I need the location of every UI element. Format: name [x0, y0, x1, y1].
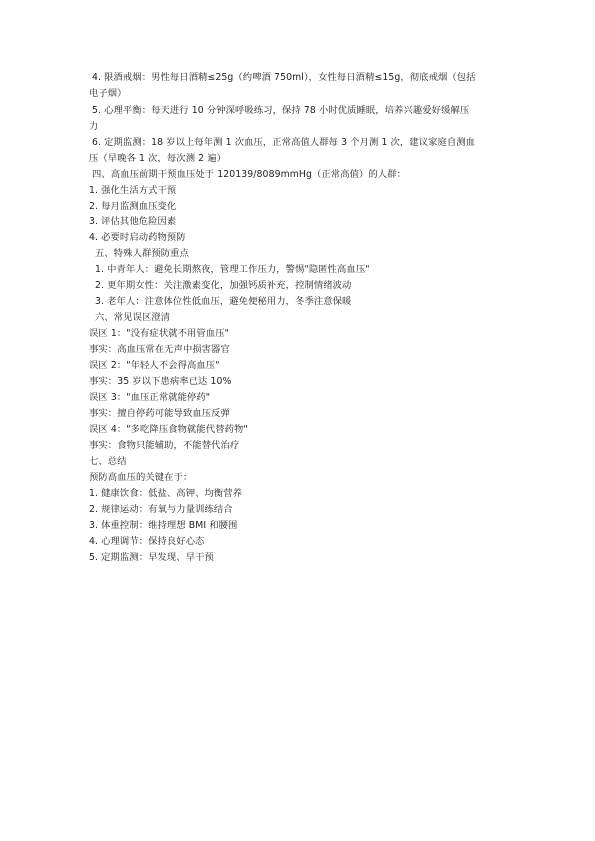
section-heading-prehypertension: 四、高血压前期干预血压处于 120139/8089mmHg（正常高值）的人群： — [92, 169, 406, 180]
list-item: 1. 中青年人：避免长期熬夜，管理工作压力，警惕"隐匿性高血压" — [95, 264, 370, 275]
list-item-continuation: 力 — [89, 121, 99, 132]
list-item: 3. 老年人：注意体位性低血压，避免便秘用力，冬季注意保暖 — [95, 296, 352, 307]
list-item-limit-alcohol-smoking: 4. 限酒戒烟：男性每日酒精≤25g（约啤酒 750ml），女性每日酒精≤15g，彻底戒烟（包括 — [92, 72, 476, 83]
list-item-regular-monitoring: 6. 定期监测：18 岁以上每年测 1 次血压，正常高值人群每 3 个月测 1 次，建议家庭自测血 — [92, 137, 476, 148]
section-heading-summary: 七、总结 — [89, 456, 127, 467]
misconception-line: 误区 4："多吃降压食物就能代替药物" — [89, 424, 248, 435]
list-item-mental-balance: 5. 心理平衡：每天进行 10 分钟深呼吸练习，保持 78 小时优质睡眠，培养兴趣爱好缓解压 — [92, 105, 470, 116]
list-item: 4. 必要时启动药物预防 — [89, 232, 186, 243]
misconception-line: 误区 3："血压正常就能停药" — [89, 392, 211, 403]
list-item: 2. 更年期女性：关注激素变化，加强钙质补充，控制情绪波动 — [95, 280, 352, 291]
section-heading-special-groups: 五、特殊人群预防重点 — [95, 248, 189, 259]
list-item: 1. 健康饮食：低盐、高钾、均衡营养 — [89, 488, 243, 499]
summary-intro: 预防高血压的关键在于： — [89, 472, 193, 483]
list-item: 1. 强化生活方式干预 — [89, 185, 177, 196]
section-heading-misconceptions: 六、常见误区澄清 — [95, 312, 171, 323]
list-item: 4. 心理调节：保持良好心态 — [89, 536, 205, 547]
list-item: 3. 体重控制：维持理想 BMI 和腰围 — [89, 520, 238, 531]
list-item: 2. 每月监测血压变化 — [89, 201, 177, 212]
list-item: 2. 规律运动：有氧与力量训练结合 — [89, 504, 233, 515]
list-item-continuation: 压（早晚各 1 次，每次测 2 遍） — [89, 153, 227, 164]
list-item-continuation: 电子烟） — [89, 88, 127, 99]
list-item: 3. 评估其他危险因素 — [89, 216, 177, 227]
fact-line: 事实：35 岁以下患病率已达 10% — [89, 376, 232, 387]
misconception-line: 误区 2："年轻人不会得高血压" — [89, 360, 220, 371]
list-item: 5. 定期监测：早发现、早干预 — [89, 552, 214, 563]
fact-line: 事实：擅自停药可能导致血压反弹 — [89, 408, 230, 419]
fact-line: 事实：高血压常在无声中损害器官 — [89, 344, 230, 355]
misconception-line: 误区 1："没有症状就不用管血压" — [89, 328, 229, 339]
fact-line: 事实：食物只能辅助，不能替代治疗 — [89, 440, 240, 451]
